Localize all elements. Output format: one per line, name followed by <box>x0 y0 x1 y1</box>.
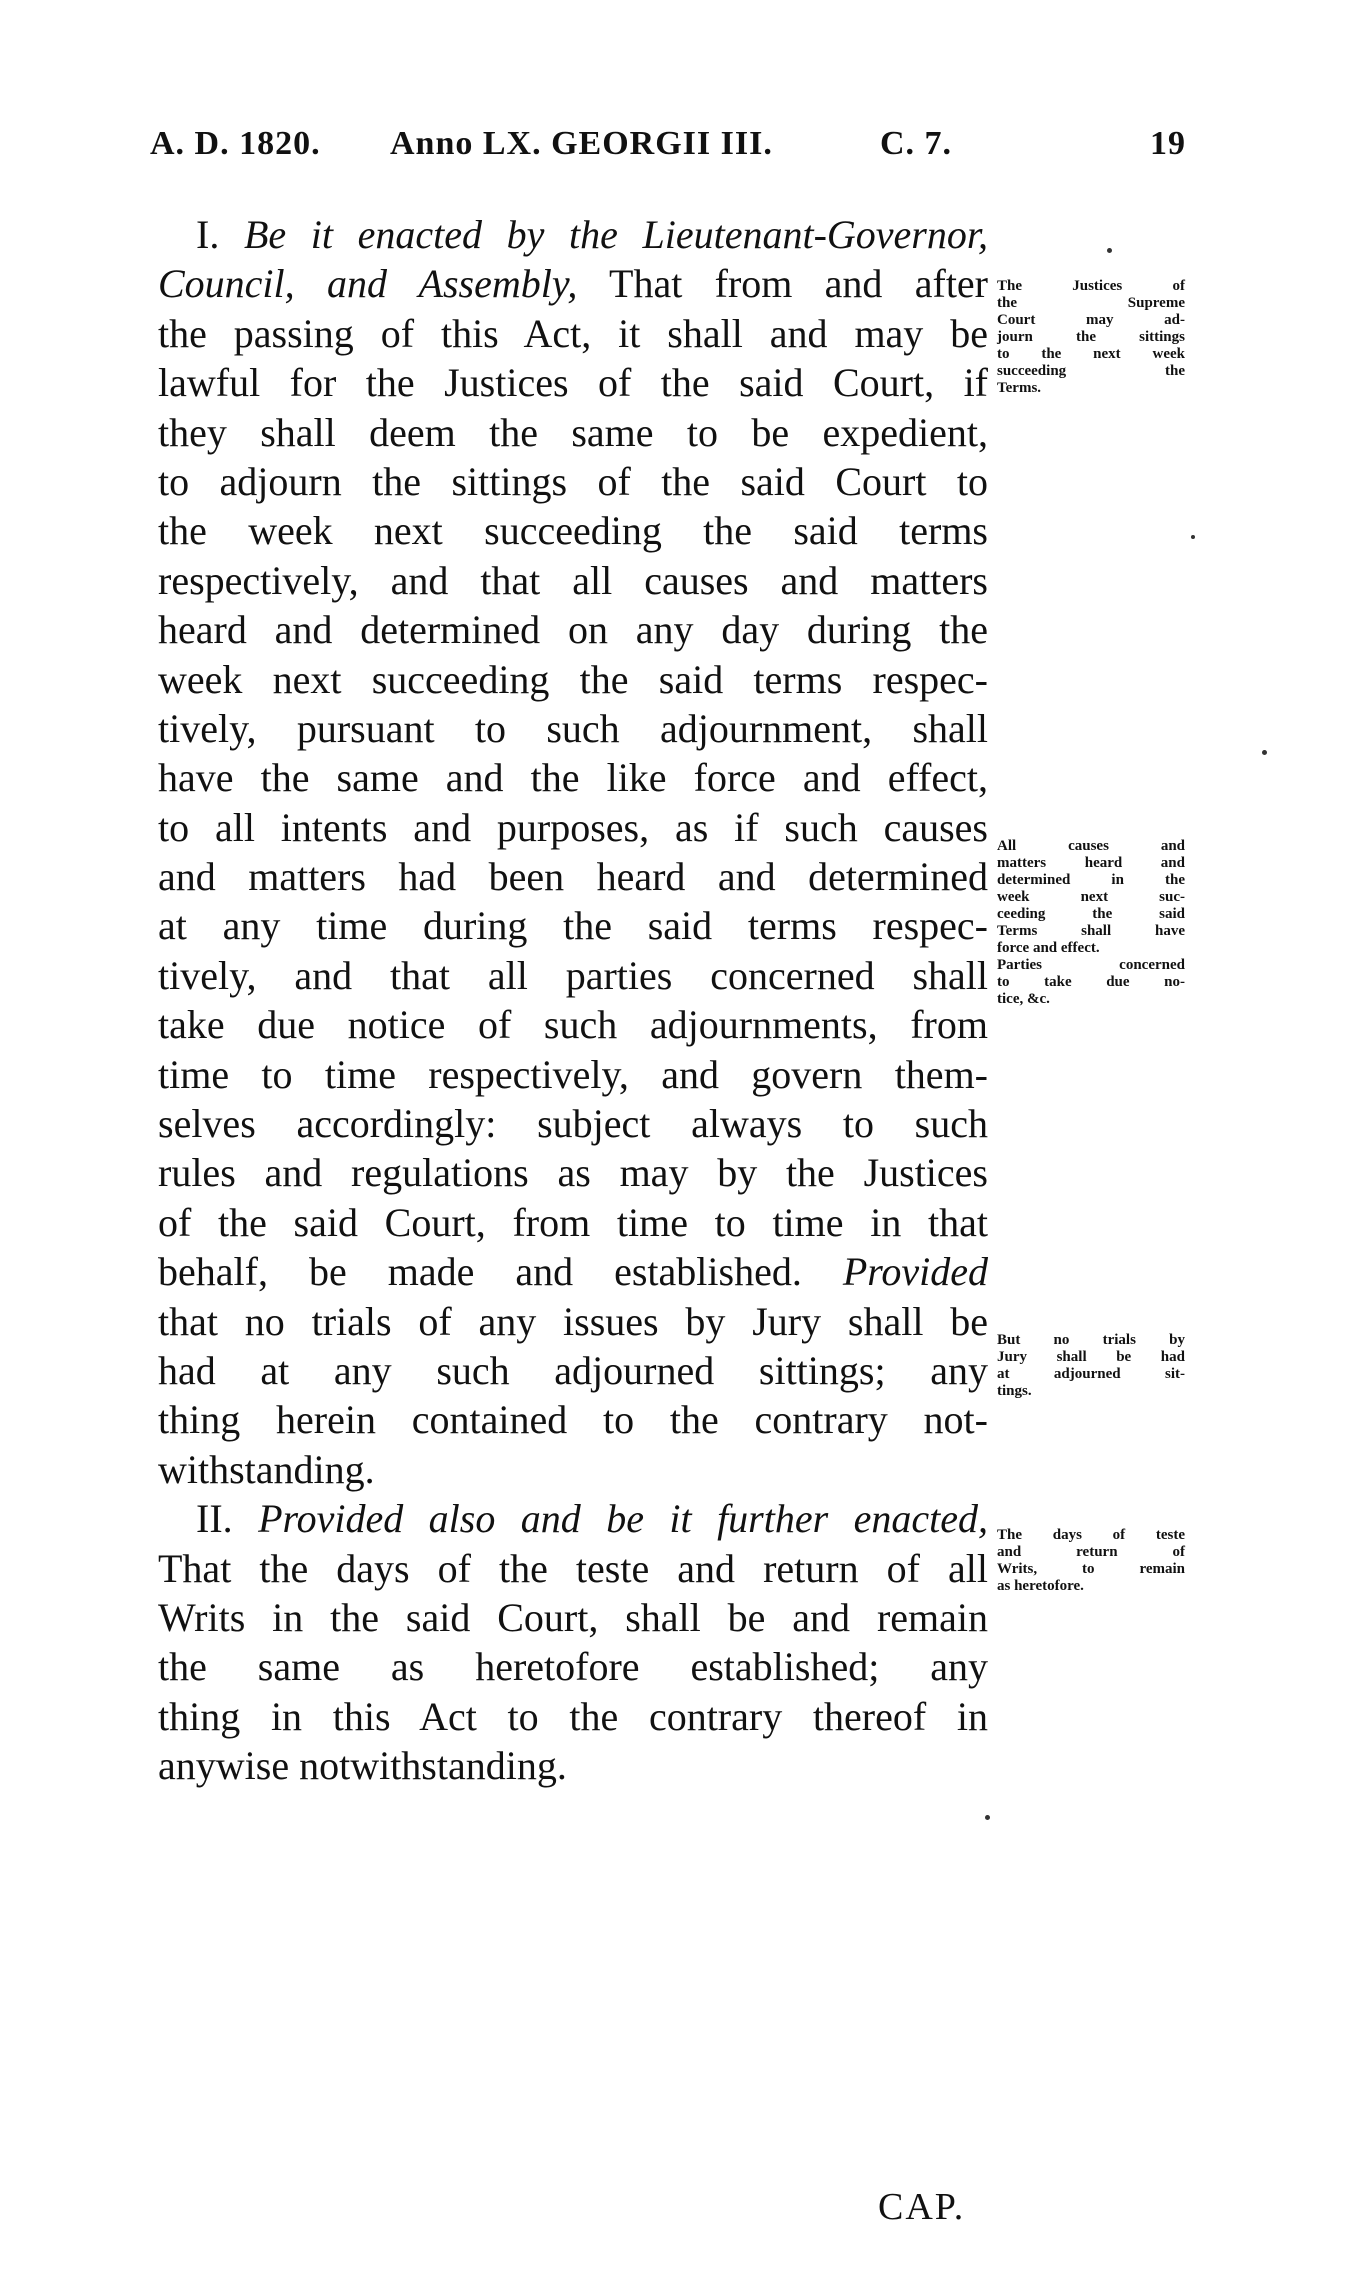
print-speck <box>985 1815 990 1820</box>
text-line: withstanding. <box>158 1446 375 1492</box>
text-line: behalf, be made and established. Provided <box>158 1249 988 1295</box>
text-line: the same as heretofore established; any <box>158 1644 988 1690</box>
text-line: heard and determined on any day during the <box>158 607 988 653</box>
text-line: to all intents and purposes, as if such causes <box>158 804 988 850</box>
text-line: tively, pursuant to such adjournment, shall <box>158 705 988 751</box>
proviso-clause: Provided also and be it further enacted, <box>258 1496 988 1542</box>
text-line: That the days of the teste and return of all <box>158 1545 988 1591</box>
text-line: they shall deem the same to be expedient, <box>158 409 988 455</box>
margin-note-no-jury-trials: But no trials by Jury shall be had at adjourned sit- tings. <box>997 1332 1185 1399</box>
text-line: week next succeeding the said terms respec- <box>158 656 988 702</box>
running-header <box>150 125 1210 175</box>
page-number: 19 <box>1150 125 1186 162</box>
print-speck <box>1262 750 1267 755</box>
text-line: rules and regulations as may by the Justices <box>158 1150 988 1196</box>
text-line: of the said Court, from time to time in that <box>158 1199 988 1245</box>
text-line: take due notice of such adjournments, from <box>158 1002 988 1048</box>
text-line: and matters had been heard and determined <box>158 854 988 900</box>
header-chapter: C. 7. <box>880 125 953 162</box>
enacting-clause: Be it enacted by the Lieutenant-Governor, <box>243 212 988 257</box>
text-line: Council, and Assembly, That from and after <box>158 261 988 307</box>
print-speck <box>1107 248 1112 253</box>
section-2-number: II. <box>196 1496 233 1542</box>
text-line: time to time respectively, and govern them- <box>158 1051 988 1097</box>
text-line: tively, and that all parties concerned shall <box>158 952 988 998</box>
catchword: CAP. <box>878 2186 966 2228</box>
print-speck <box>1191 535 1195 539</box>
section-1-number: I. <box>196 212 220 257</box>
text-line: the passing of this Act, it shall and may be <box>158 310 988 356</box>
margin-note-causes: All causes and matters heard and determined in the week next suc- ceeding the said Terms shall have force and effect. Parties concerned to take due no- tice, &c. <box>997 838 1185 1007</box>
text-line: to adjourn the sittings of the said Court to <box>158 458 988 504</box>
text-line: Writs in the said Court, shall be and remain <box>158 1594 988 1640</box>
text-line: that no trials of any issues by Jury shall be <box>158 1298 988 1344</box>
text-line: at any time during the said terms respec- <box>158 903 988 949</box>
text-line: anywise notwithstanding. <box>158 1743 567 1789</box>
margin-note-teste-and-return: The days of teste and return of Writs, to remain as heretofore. <box>997 1527 1185 1594</box>
text-line: thing in this Act to the contrary thereof in <box>158 1693 988 1739</box>
text-line: the week next succeeding the said terms <box>158 508 988 554</box>
header-regnal-year: Anno LX. GEORGII III. <box>390 125 773 162</box>
margin-note-adjournment: The Justices of the Supreme Court may ad- journ the sittings to the next week succeeding the Terms. <box>997 278 1185 396</box>
section-1-opening <box>158 210 988 259</box>
header-year: A. D. 1820. <box>150 125 321 162</box>
section-2-opening <box>158 1494 988 1543</box>
text-line: have the same and the like force and effect, <box>158 755 988 801</box>
statute-text <box>158 210 988 1791</box>
text-line: thing herein contained to the contrary not- <box>158 1397 988 1443</box>
text-line: selves accordingly: subject always to such <box>158 1101 988 1147</box>
text-line: respectively, and that all causes and matters <box>158 557 988 603</box>
text-line: lawful for the Justices of the said Court, if <box>158 360 988 406</box>
text-line: had at any such adjourned sittings; any <box>158 1347 988 1393</box>
